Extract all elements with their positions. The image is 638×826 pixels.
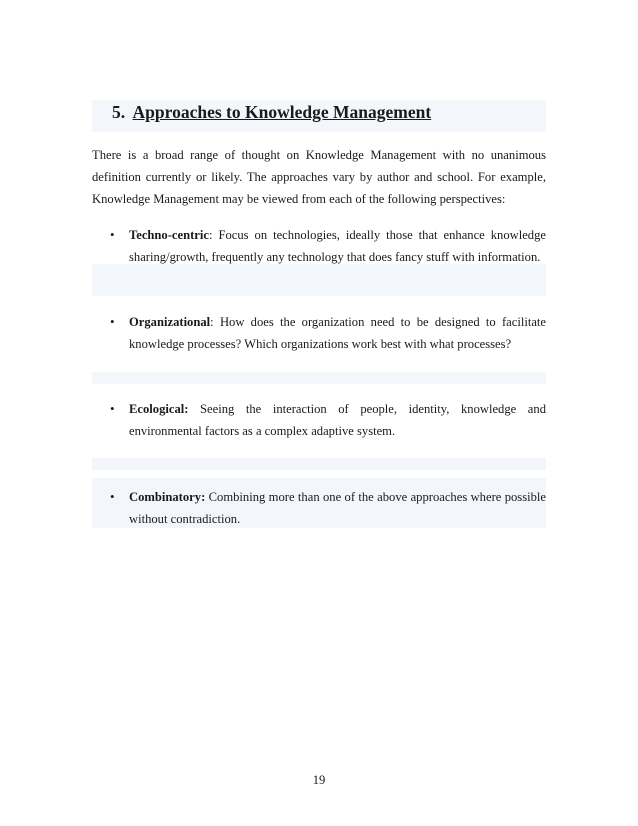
section-number: 5.	[112, 102, 126, 122]
bullet-line	[129, 224, 546, 246]
bullet-line: environmental factors as a complex adaptive system.	[129, 424, 396, 438]
bullet-text: Combining more than one of the above approaches where possible	[208, 490, 546, 504]
intro-paragraph	[92, 144, 546, 210]
bullet-icon: •	[110, 227, 115, 242]
bullet-term: Combinatory:	[129, 490, 206, 504]
bullet-icon: •	[110, 489, 115, 504]
bullet-line: knowledge processes? Which organizations work best with what processes?	[129, 337, 512, 351]
bullet-separator: :	[208, 228, 213, 242]
bullet-line	[129, 486, 546, 508]
bullet-line: sharing/growth, frequently any technology that does fancy stuff with information.	[129, 250, 541, 264]
bullet-line	[129, 398, 546, 420]
bullet-term: Techno-centric	[129, 228, 209, 242]
intro-line: There is a broad range of thought on Knowledge Management with no unanimous	[92, 148, 546, 162]
bullet-term: Ecological:	[129, 402, 189, 416]
highlight-band	[92, 458, 546, 470]
intro-line: definition currently or likely. The approaches vary by author and school. For example,	[92, 170, 546, 184]
highlight-band	[92, 372, 546, 384]
section-title: Approaches to Knowledge Management	[132, 102, 432, 122]
bullet-text: Focus on technologies, ideally those that enhance knowledge	[218, 228, 546, 242]
bullet-icon: •	[110, 314, 115, 329]
bullet-icon: •	[110, 401, 115, 416]
bullet-line: without contradiction.	[129, 512, 241, 526]
intro-line: Knowledge Management may be viewed from each of the following perspectives:	[92, 192, 506, 206]
highlight-band	[92, 264, 546, 296]
bullet-line	[129, 311, 546, 333]
bullet-text: Seeing the interaction of people, identity, knowledge and	[200, 402, 546, 416]
page-number: 19	[312, 773, 326, 787]
bullet-text: How does the organization need to be designed to facilitate	[219, 315, 546, 329]
section-heading	[112, 102, 431, 123]
bullet-term: Organizational	[129, 315, 211, 329]
bullet-separator: :	[210, 315, 214, 329]
